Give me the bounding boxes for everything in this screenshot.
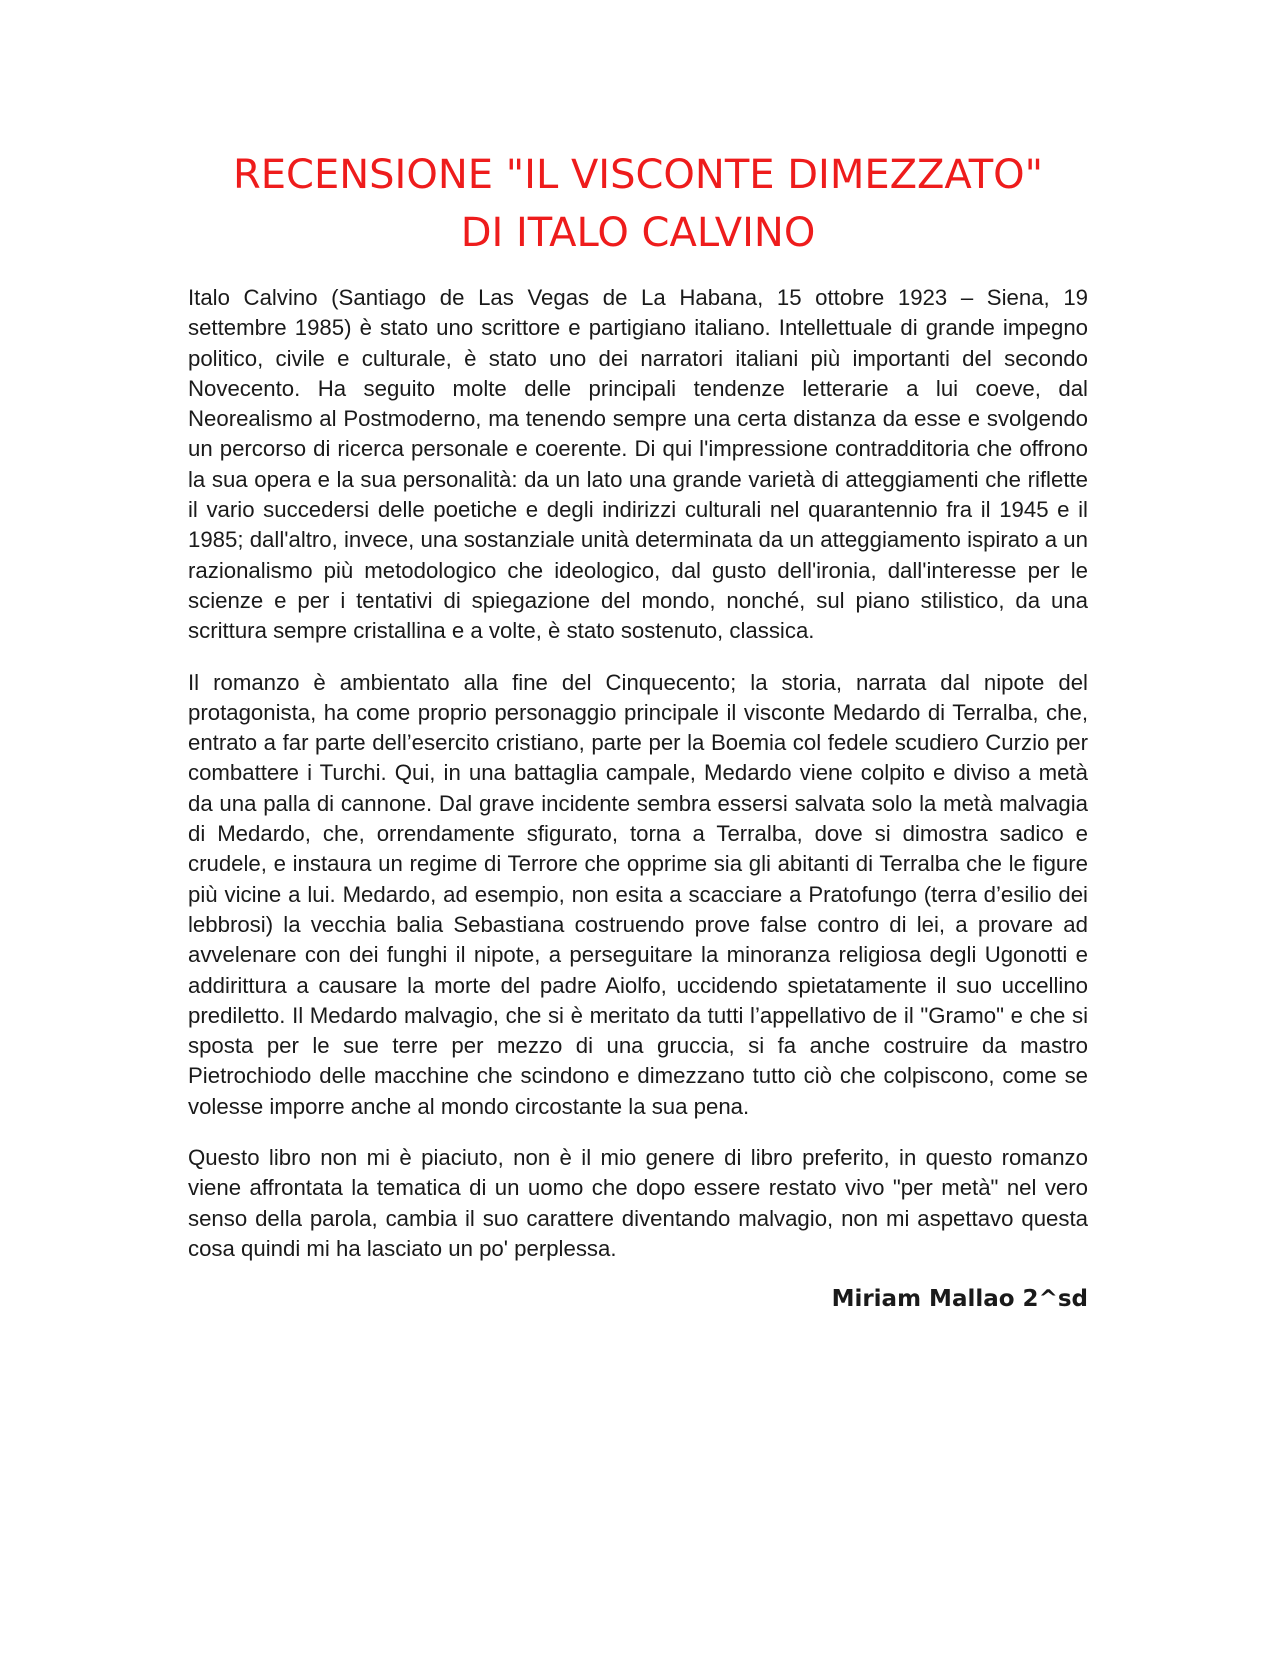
title-line-1: RECENSIONE "IL VISCONTE DIMEZZATO" [232,152,1044,198]
document-body [188,146,1088,1316]
paragraph-personal-opinion: Questo libro non mi è piaciuto, non è il mio genere di libro preferito, in questo romanzo viene affrontata la tematica di un uomo che dopo essere restato vivo "per metà" nel vero senso della parola, cambia il suo carattere diventando malvagio, non mi aspettavo questa cosa quindi mi ha lasciato un po' perplessa. [188,1145,1088,1261]
author-signature: Miriam Mallao 2^sd [831,1286,1088,1313]
paragraph-plot-summary: Il romanzo è ambientato alla fine del Cinquecento; la storia, narrata dal nipote del protagonista, ha come proprio personaggio principale il visconte Medardo di Terralba, che, entrato a far parte dell’esercito cristiano, parte per la Boemia col fedele scudiero Curzio per combattere i Turchi. Qui, in una battaglia campale, Medardo viene colpito e diviso a metà da una palla di cannone. Dal grave incidente sembra essersi salvata solo la metà malvagia di Medardo, che, orrendamente sfigurato, torna a Terralba, dove si dimostra sadico e crudele, e instaura un regime di Terrore che opprime sia gli abitanti di Terralba che le figure più vicine a lui. Medardo, ad esempio, non esita a scacciare a Pratofungo (terra d’esilio dei lebbrosi) la vecchia balia Sebastiana costruendo prove false contro di lei, a provare ad avvelenare con dei funghi il nipote, a perseguitare la minoranza religiosa degli Ugonotti e addirittura a causare la morte del padre Aiolfo, uccidendo spietatamente il suo uccellino prediletto. Il Medardo malvagio, che si è meritato da tutti l’appellativo de il "Gramo" e che si sposta per le sue terre per mezzo di una gruccia, si fa anche costruire da mastro Pietrochiodo delle macchine che scindono e dimezzano tutto ciò che colpiscono, come se volesse imporre anche al mondo circostante la sua pena. [188,669,1088,1119]
paragraph-author-biography: Italo Calvino (Santiago de Las Vegas de La Habana, 15 ottobre 1923 – Siena, 19 settembre 1985) è stato uno scrittore e partigiano italiano. Intellettuale di grande impegno politico, civile e culturale, è stato uno dei narratori italiani più importanti del secondo Novecento. Ha seguito molte delle principali tendenze letterarie a lui coeve, dal Neorealismo al Postmoderno, ma tenendo sempre una certa distanza da esse e svolgendo un percorso di ricerca personale e coerente. Di qui l'impressione contradditoria che offrono la sua opera e la sua personalità: da un lato una grande varietà di atteggiamenti che riflette il vario succedersi delle poetiche e degli indirizzi culturali nel quarantennio fra il 1945 e il 1985; dall'altro, invece, una sostanziale unità determinata da un atteggiamento ispirato a un razionalismo più metodologico che ideologico, dal gusto dell'ironia, dall'interesse per le scienze e per i tentativi di spiegazione del mondo, nonché, sul piano stilistico, da una scrittura sempre cristallina e a volte, è stato sostenuto, classica. [188,285,1088,644]
document-title [188,146,1088,262]
title-line-2: DI ITALO CALVINO [460,210,816,256]
